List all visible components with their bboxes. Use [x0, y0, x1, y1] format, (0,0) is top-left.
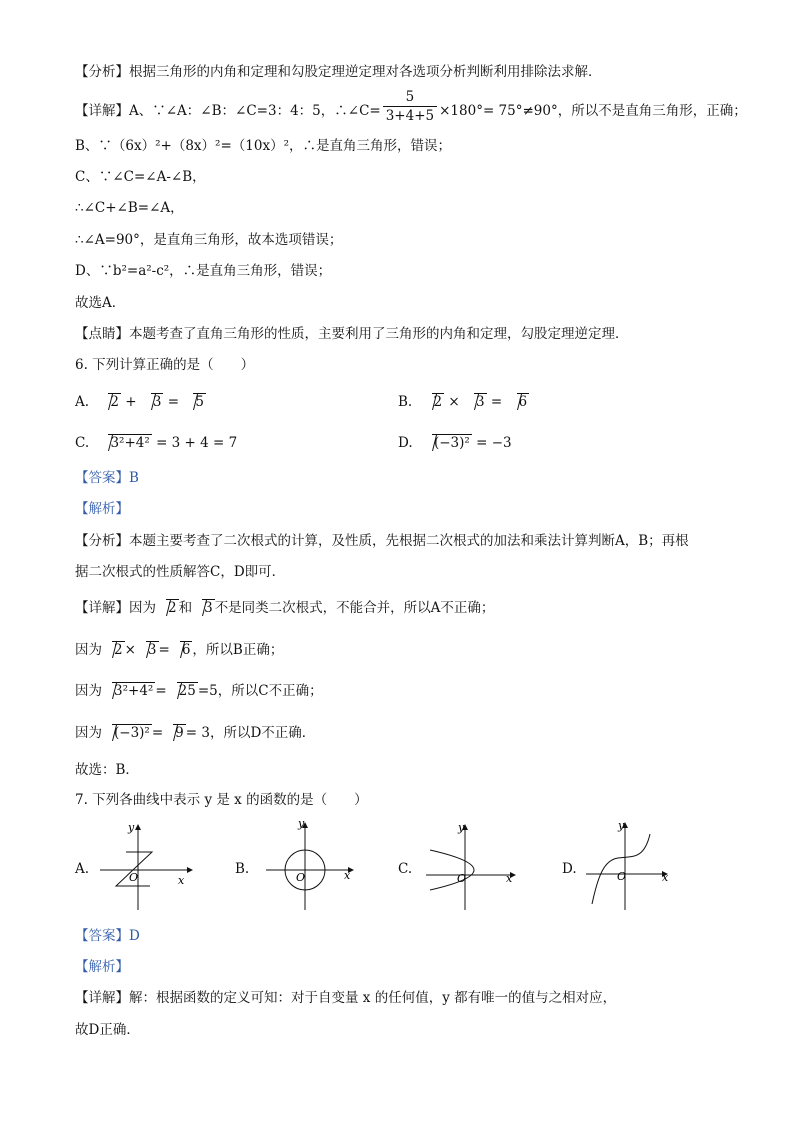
- sqrt-6: 6: [171, 640, 193, 660]
- detail-a-post: ×180°= 75°≠90°，所以不是直角三角形，正确；: [439, 103, 747, 119]
- sqrt-2: 2: [423, 392, 445, 412]
- q7-conclusion: 故D正确．: [75, 1022, 140, 1038]
- q7-stem: 7. 下列各曲线中表示 y 是 x 的函数的是（ ）: [75, 792, 368, 808]
- sqrt-neg3-squared: (−3)²: [103, 723, 152, 743]
- q6-jiexi: 【解析】: [75, 501, 129, 517]
- s1-detail-b-line: B、∵（6x）²+（8x）²=（10x）²，∴是直角三角形，错误；: [75, 138, 451, 154]
- q7-option-b-label: B.: [235, 861, 250, 877]
- q7-option-d-label: D.: [562, 861, 577, 877]
- xiangjie-tag: 【详解】: [75, 600, 129, 616]
- origin-label: O: [296, 871, 306, 884]
- fenxi-text-1: 本题主要考查了二次根式的计算，及性质，先根据二次根式的加法和乘法计算判断A，B；再根: [129, 533, 689, 549]
- s1-fenxi-line: [75, 62, 602, 82]
- s1-detail-c-line1: C、∵∠C=∠A-∠B，: [75, 169, 206, 185]
- dianjing-tag: 【点睛】: [75, 326, 129, 342]
- dianjing-text: 本题考查了直角三角形的性质，主要利用了三角形的内角和定理，勾股定理逆定理．: [129, 326, 629, 342]
- xiangjie-tag: 【详解】: [75, 990, 129, 1006]
- fraction-numerator: 5: [383, 88, 437, 107]
- option-c-label: C.: [75, 435, 90, 451]
- origin-label: O: [457, 872, 467, 885]
- y-axis-label: y: [128, 821, 135, 834]
- q7-jiexi: 【解析】: [75, 959, 129, 975]
- sqrt-2: 2: [99, 392, 121, 412]
- sqrt-3: 3: [137, 640, 159, 660]
- s1-detail-a-line: [75, 89, 747, 125]
- q7-detail-line: [75, 988, 616, 1008]
- fenxi-tag: 【分析】: [75, 64, 129, 80]
- text-because: 因为: [75, 725, 102, 741]
- s1-detail-c-line3: ∴∠A=90°，是直角三角形，故本选项错误；: [75, 232, 343, 248]
- sqrt-5: 5: [184, 392, 206, 412]
- graph-c-parabola: [418, 818, 528, 914]
- sqrt-3: 3: [193, 598, 215, 618]
- x-axis-label: x: [178, 874, 185, 887]
- detail-a-pre: A、∵∠A：∠B：∠C=3：4：5，∴∠C=: [129, 103, 381, 119]
- q6-stem: 6. 下列计算正确的是（ ）: [75, 357, 255, 373]
- sqrt-2: 2: [157, 598, 179, 618]
- detail-2-post: ，所以B正确；: [192, 642, 284, 658]
- q6-detail-line4: 因为 (−3)² = 9 = 3，所以D不正确．: [75, 725, 316, 741]
- detail-1-post: 不是同类二次根式，不能合并，所以A不正确；: [214, 600, 495, 616]
- s1-detail-d-line: D、∵b²=a²-c²，∴是直角三角形，错误；: [75, 263, 332, 279]
- x-axis-label: x: [344, 869, 351, 882]
- s1-dianjing-line: [75, 324, 629, 344]
- sqrt-25: 25: [168, 681, 198, 701]
- origin-label: O: [129, 871, 139, 884]
- q6-option-b: B. 2 × 3 = 6: [398, 394, 528, 410]
- q7-option-a-label: A.: [75, 861, 90, 877]
- q6-option-a: A. 2 + 3 = 5: [75, 394, 204, 410]
- fenxi-text: 根据三角形的内角和定理和勾股定理逆定理对各选项分析判断利用排除法求解．: [129, 64, 602, 80]
- text-and: 和: [178, 600, 193, 616]
- x-axis-label: x: [506, 872, 513, 885]
- angle-c-fraction: [383, 88, 437, 125]
- graph-b-circle: [258, 818, 368, 914]
- text-because: 因为: [129, 600, 156, 616]
- sqrt-neg3-squared: (−3)²: [423, 433, 472, 453]
- graph-a-z-shape: [92, 818, 202, 914]
- xiangjie-tag: 【详解】: [75, 103, 129, 119]
- option-b-label: B.: [398, 394, 413, 410]
- text-because: 因为: [75, 683, 102, 699]
- sqrt-3: 3: [465, 392, 487, 412]
- q7-option-c-label: C.: [398, 861, 413, 877]
- y-axis-label: y: [458, 821, 465, 834]
- detail-text: 解：根据函数的定义可知：对于自变量 x 的任何值，y 都有唯一的值与之相对应，: [129, 990, 617, 1006]
- sqrt-6: 6: [508, 392, 530, 412]
- q6-choose: 故选：B．: [75, 762, 139, 778]
- option-a-label: A.: [75, 394, 90, 410]
- q6-answer: 【答案】B: [75, 470, 139, 486]
- detail-4-post: ，所以D不正确．: [209, 725, 316, 741]
- detail-3-post: ，所以C不正确；: [217, 683, 323, 699]
- sqrt-sum-squares: 3²+4²: [103, 681, 155, 701]
- q6-detail-line2: 因为 2 × 3 = 6 ，所以B正确；: [75, 642, 284, 658]
- fenxi-tag: 【分析】: [75, 533, 129, 549]
- fraction-denominator: 3+4+5: [385, 108, 435, 124]
- s1-choose: 故选A．: [75, 295, 126, 311]
- detail-4-value: = 3: [185, 725, 210, 741]
- option-c-rest: = 3 + 4 = 7: [156, 435, 238, 451]
- q6-fenxi-line1: [75, 531, 689, 551]
- sqrt-9: 9: [164, 723, 186, 743]
- s1-detail-c-line2: ∴∠C+∠B=∠A，: [75, 200, 184, 216]
- y-axis-label: y: [298, 818, 305, 830]
- x-axis-label: x: [662, 871, 669, 884]
- q6-detail-line1: [75, 598, 494, 618]
- sqrt-sum-squares: 3²+4²: [99, 433, 151, 453]
- sqrt-3: 3: [142, 392, 164, 412]
- sqrt-2: 2: [103, 640, 125, 660]
- y-axis-label: y: [618, 819, 625, 832]
- detail-3-value: =5: [197, 683, 218, 699]
- q6-option-c: [75, 433, 237, 453]
- option-d-label: D.: [398, 435, 413, 451]
- option-d-rest: = −3: [476, 435, 512, 451]
- q6-detail-line3: 因为 3²+4² = 25 =5，所以C不正确；: [75, 683, 323, 699]
- q7-answer: 【答案】D: [75, 928, 140, 944]
- q6-option-d: [398, 433, 512, 453]
- text-because: 因为: [75, 642, 102, 658]
- graph-d-cubic: [578, 816, 688, 914]
- origin-label: O: [617, 870, 627, 883]
- q6-fenxi-line2: 据二次根式的性质解答C，D即可．: [75, 564, 286, 580]
